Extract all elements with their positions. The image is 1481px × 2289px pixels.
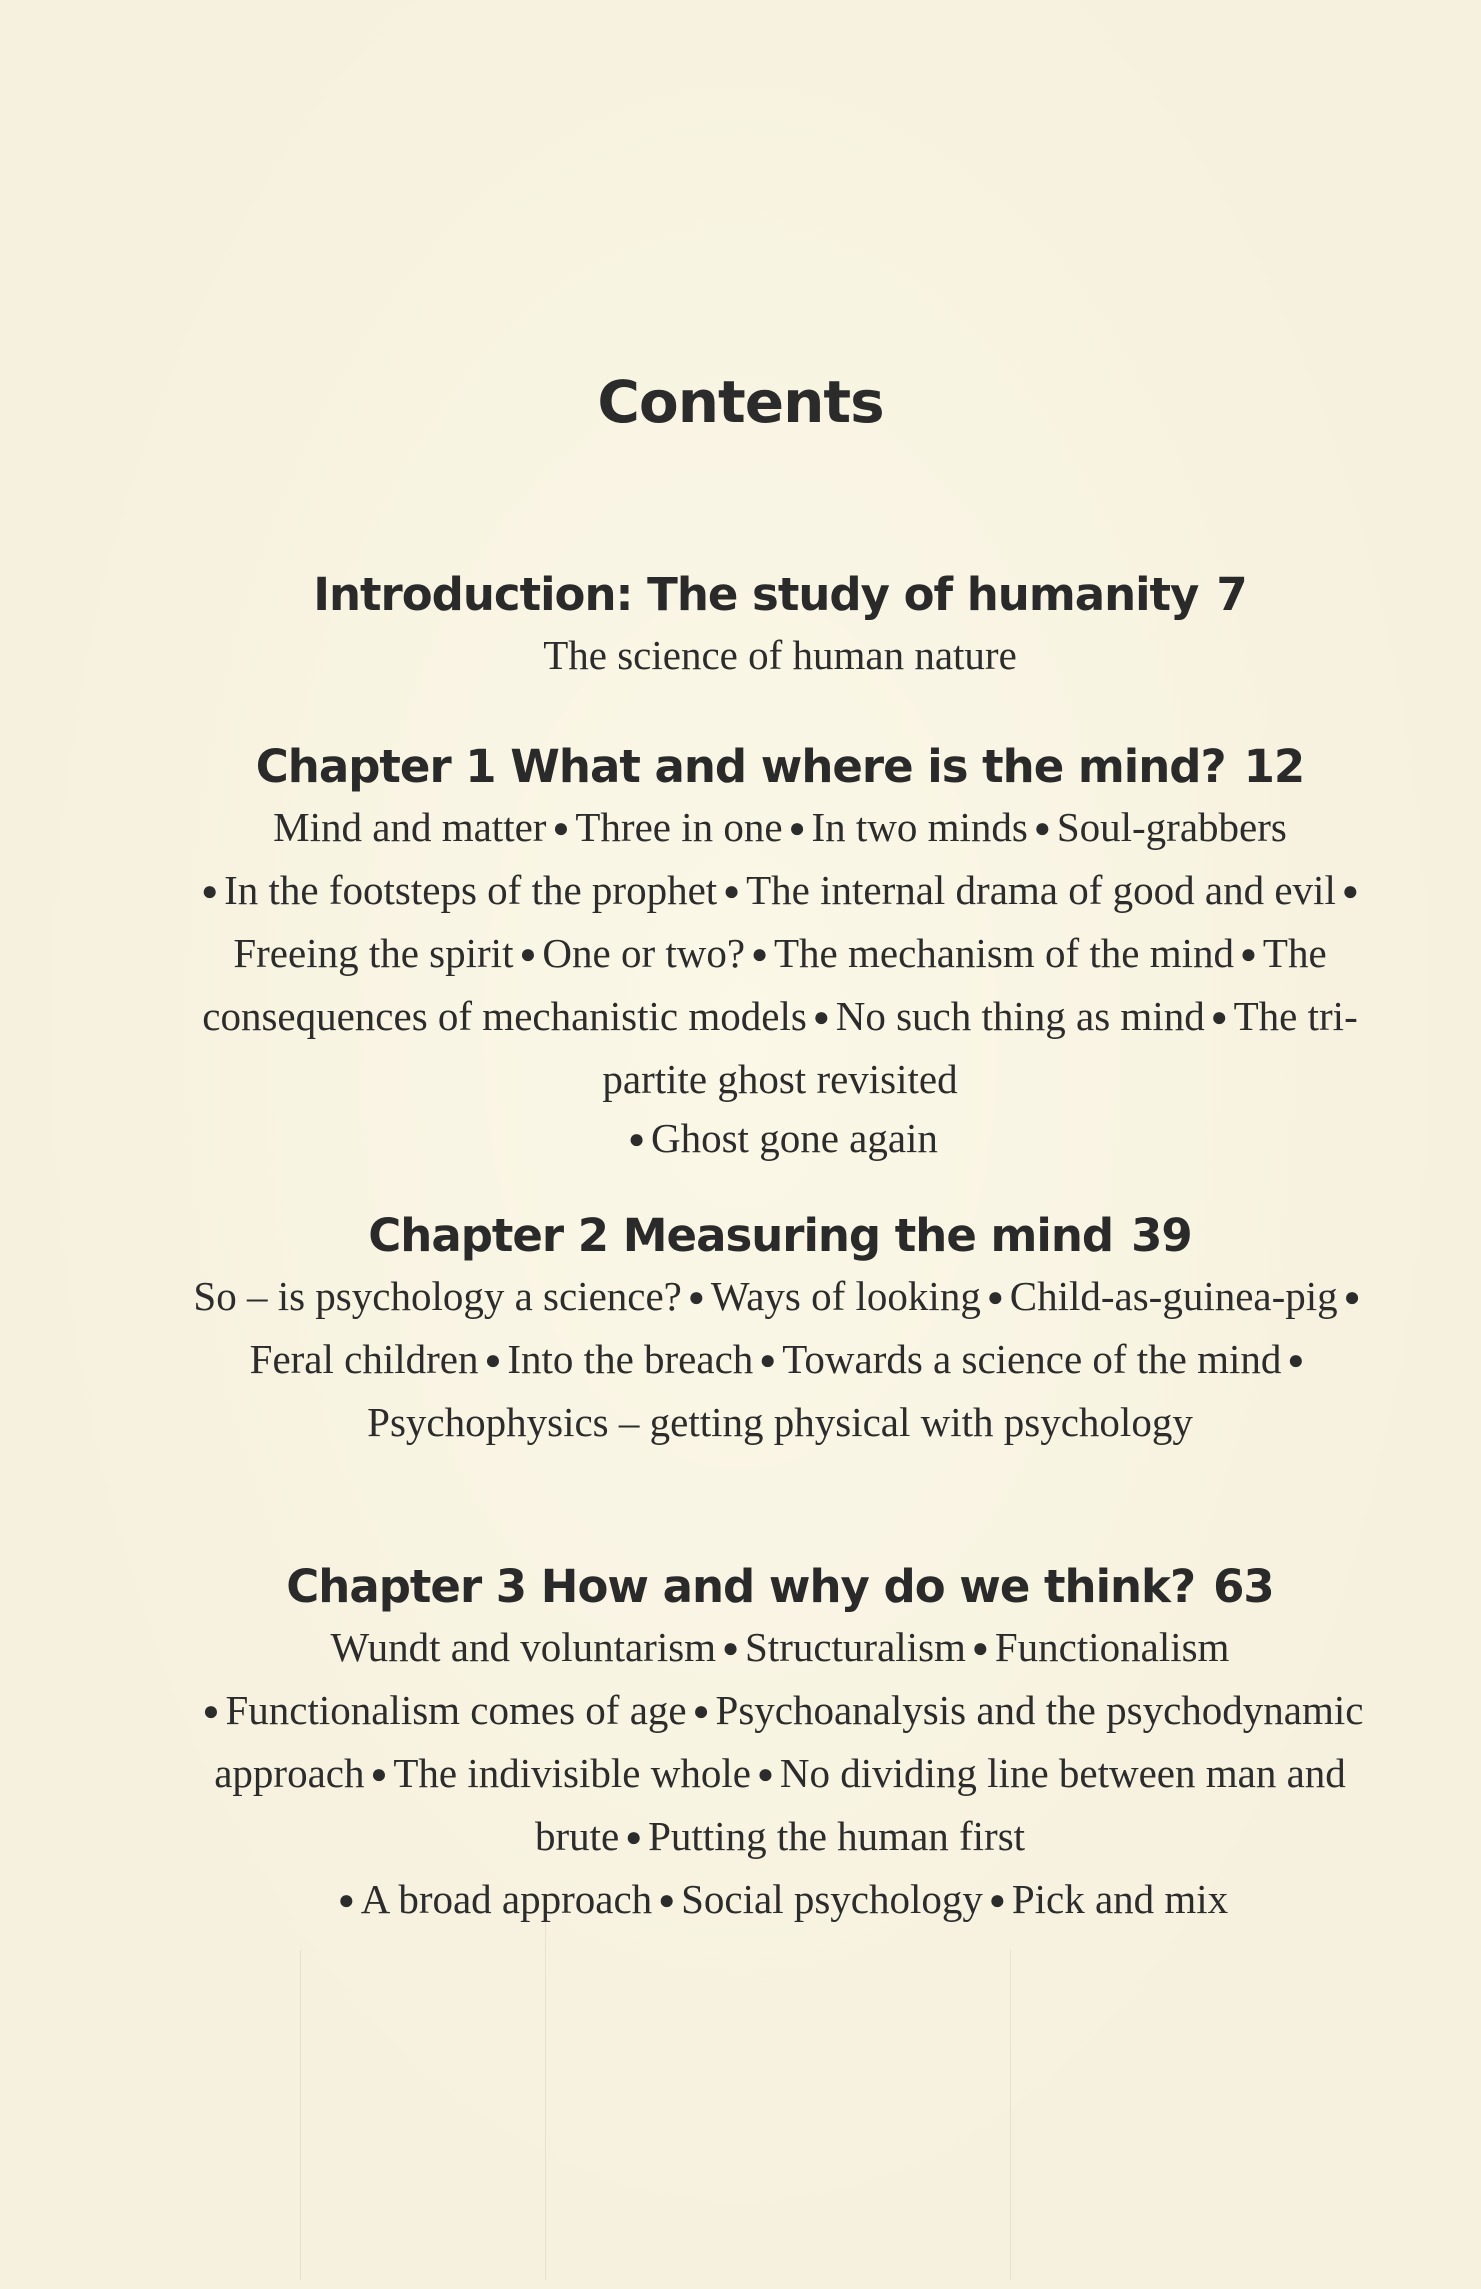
toc-page-number: 63 [1213,1560,1274,1613]
bullet-icon: ● [552,813,570,845]
topic: One or two? [542,930,746,977]
topic: Three in one [575,804,783,850]
bullet-icon: ● [201,876,219,908]
bullet-icon: ● [370,1759,388,1791]
topic: Towards a science of the mind [782,1336,1282,1383]
toc-heading-text: Introduction: The study of humanity [313,568,1199,621]
topic: Wundt and voluntarism [330,1624,717,1670]
topic: The science of human nature [543,632,1017,678]
topic: So – is psychology a science? [193,1273,682,1319]
bullet-icon: ● [723,876,741,908]
bullet-icon: ● [625,1822,643,1854]
bullet-icon: ● [988,1885,1006,1917]
topic: The consequences of mechanistic models [202,930,1327,1040]
topic: Soul-grabbers [1056,804,1287,850]
bullet-icon: ● [751,939,768,971]
topic: Freeing the spirit [233,930,514,977]
bullet-icon: ● [722,1633,739,1665]
bullet-icon: ● [519,939,537,971]
topic: Psychoanalysis and the psychodynamic approach [214,1687,1364,1797]
bullet-icon: ● [759,1345,777,1377]
topic: In two minds [811,804,1028,850]
bullet-icon: ● [1210,1002,1228,1034]
page-title: Contents [597,368,884,436]
topic: Ways of looking [710,1273,981,1319]
topic: Feral children [249,1336,479,1383]
topic: Ghost gone again [650,1115,938,1162]
bullet-icon: ● [971,1633,989,1665]
toc-heading-text: Chapter 3 How and why do we think? [286,1560,1196,1613]
topic: Structuralism [745,1624,966,1670]
toc-entry-chapter-2 [190,1205,1370,1452]
topic: Social psychology [681,1876,983,1923]
toc-heading [190,564,1370,626]
topic: The mechanism of the mind [773,930,1234,977]
bullet-icon: ● [202,1696,220,1728]
topic: Putting the human first [648,1813,1026,1860]
toc-entry-introduction [190,564,1370,685]
bullet-icon: ● [337,1885,355,1917]
topic: A broad approach [360,1876,653,1923]
paper-crease-right [1010,1950,1011,2280]
bullet-icon: ● [628,1124,645,1156]
bullet-icon: ● [687,1282,705,1314]
bullet-icon: ● [788,813,806,845]
topic: No dividing line between man and brute [534,1750,1346,1860]
topic: The indivisible whole [393,1750,751,1797]
paper-crease-center [545,1920,546,2280]
bullet-icon: ● [1341,876,1359,908]
bullet-icon: ● [658,1885,676,1917]
bullet-icon: ● [1033,813,1051,845]
paper-crease-left [300,1950,301,2280]
bullet-icon: ● [1287,1345,1305,1377]
topic: Mind and matter [273,804,547,850]
toc-page-number: 7 [1216,568,1247,621]
toc-heading [190,736,1370,798]
topic: Pick and mix [1011,1876,1229,1923]
bullet-icon: ● [1343,1282,1361,1314]
toc-topics [190,1618,1370,1933]
toc-entry-chapter-1 [190,736,1370,1172]
bullet-icon: ● [484,1345,502,1377]
topic: Functionalism [994,1624,1230,1670]
toc-heading-text: Chapter 2 Measuring the mind [368,1209,1114,1262]
toc-topics [190,1267,1370,1452]
bullet-icon: ● [1239,939,1257,971]
toc-heading [190,1556,1370,1618]
toc-entry-chapter-3 [190,1556,1370,1933]
toc-topics [190,798,1370,1172]
bullet-icon: ● [986,1282,1004,1314]
topic: Child-as-guinea-pig [1009,1273,1338,1319]
topic: Psychophysics – getting physical with psychology [367,1399,1193,1446]
bullet-icon: ● [812,1002,830,1034]
topic: The tri-partite ghost revisited [602,993,1358,1103]
topic: In the footsteps of the prophet [224,867,718,914]
bullet-icon: ● [756,1759,774,1791]
toc-heading-text: Chapter 1 What and where is the mind? [255,740,1226,793]
toc-topics [190,626,1370,685]
toc-page-number: 39 [1131,1209,1192,1262]
toc-page-number: 12 [1243,740,1305,793]
topic: Functionalism comes of age [225,1687,687,1734]
bullet-icon: ● [692,1696,710,1728]
topic: Into the breach [507,1336,754,1383]
toc-heading [190,1205,1370,1267]
topic: No such thing as mind [835,993,1205,1040]
topic: The internal drama of good and evil [746,867,1336,914]
